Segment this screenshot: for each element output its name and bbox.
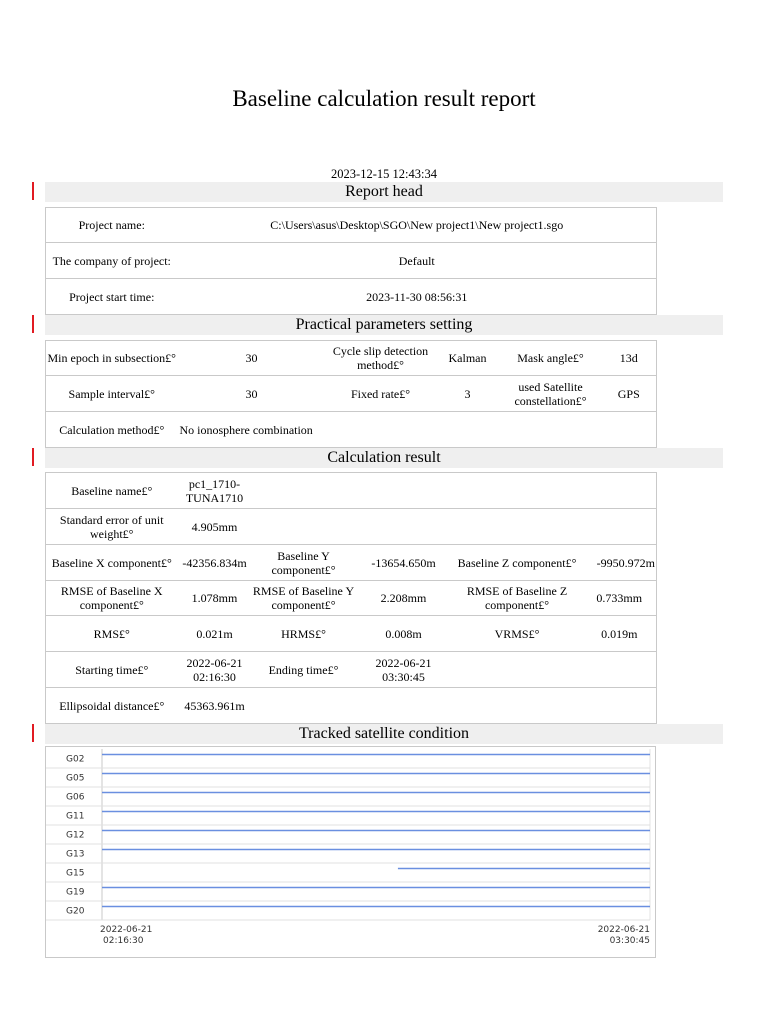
cell-label: Project start time:: [46, 279, 178, 315]
report-head-table: [45, 207, 657, 315]
cell-value: C:\Users\asus\Desktop\SGO\New project1\New project1.sgo: [178, 208, 657, 243]
satellite-label: G02: [66, 754, 85, 765]
cell-empty: [452, 652, 657, 688]
satellite-label: G15: [66, 868, 85, 879]
report-timestamp: 2023-12-15 12:43:34: [331, 167, 437, 181]
cell-value: 0.733mm: [583, 581, 657, 616]
cell-label: Baseline Y component£°: [252, 545, 356, 581]
cell-value: 0.008m: [356, 616, 452, 652]
cell-label: RMSE of Baseline Z component£°: [452, 581, 583, 616]
cell-label: RMS£°: [46, 616, 178, 652]
satellite-tracking-chart: [45, 746, 656, 958]
section-report-head: [45, 182, 723, 202]
satellite-label: G12: [66, 830, 85, 841]
section-marker: [32, 448, 34, 466]
satellite-label: G11: [66, 811, 85, 822]
calc-result-table: [45, 472, 657, 724]
satellite-chart-svg: [46, 747, 657, 959]
cell-label: Ellipsoidal distance£°: [46, 688, 178, 724]
cell-empty: [252, 688, 657, 724]
cell-label: Cycle slip detection method£°: [326, 341, 436, 376]
cell-value: 0.019m: [583, 616, 657, 652]
cell-value: 0.021m: [178, 616, 252, 652]
section-title: Practical parameters setting: [295, 316, 473, 333]
cell-value: 2.208mm: [356, 581, 452, 616]
cell-label: Fixed rate£°: [326, 376, 436, 412]
cell-value: 3: [436, 376, 500, 412]
cell-label: RMSE of Baseline Y component£°: [252, 581, 356, 616]
satellite-label: G05: [66, 773, 85, 784]
section-marker: [32, 724, 34, 742]
cell-value: 30: [178, 341, 326, 376]
cell-label: Min epoch in subsection£°: [46, 341, 178, 376]
cell-value: 2023-11-30 08:56:31: [178, 279, 657, 315]
satellite-label: G06: [66, 792, 85, 803]
cell-label: HRMS£°: [252, 616, 356, 652]
section-marker: [32, 315, 34, 333]
section-title: Tracked satellite condition: [298, 725, 470, 742]
section-title: Calculation result: [327, 449, 441, 466]
parameters-table: [45, 340, 657, 448]
cell-label: Ending time£°: [252, 652, 356, 688]
cell-label: Project name:: [46, 208, 178, 243]
cell-value: Default: [178, 243, 657, 279]
cell-label: Mask angle£°: [500, 341, 602, 376]
cell-empty: [252, 473, 657, 509]
cell-value: 13d: [602, 341, 657, 376]
satellite-label: G13: [66, 849, 85, 860]
cell-label: The company of project:: [46, 243, 178, 279]
cell-value: -9950.972m: [583, 545, 657, 581]
section-calc-result: [45, 448, 723, 468]
cell-value: pc1_1710-TUNA1710: [178, 473, 252, 509]
cell-value: 2022-06-21 03:30:45: [356, 652, 452, 688]
cell-label: Baseline X component£°: [46, 545, 178, 581]
cell-label: Baseline name£°: [46, 473, 178, 509]
cell-value: 45363.961m: [178, 688, 252, 724]
cell-empty: [252, 509, 657, 545]
cell-label: Baseline Z component£°: [452, 545, 583, 581]
section-marker: [32, 182, 34, 200]
cell-label: Sample interval£°: [46, 376, 178, 412]
end-date-label: 2022-06-21: [597, 925, 650, 935]
cell-label: used Satellite constellation£°: [500, 376, 602, 412]
cell-value: No ionosphere combination: [178, 412, 657, 448]
section-title: Report head: [345, 183, 423, 200]
cell-value: 2022-06-21 02:16:30: [178, 652, 252, 688]
section-tracked: [45, 724, 723, 744]
end-time-label: 03:30:45: [609, 936, 650, 946]
cell-label: RMSE of Baseline X component£°: [46, 581, 178, 616]
cell-value: 4.905mm: [178, 509, 252, 545]
cell-label: Starting time£°: [46, 652, 178, 688]
satellite-label: G19: [66, 887, 85, 898]
cell-value: -42356.834m: [178, 545, 252, 581]
start-date-label: 2022-06-21: [100, 925, 153, 935]
cell-value: 30: [178, 376, 326, 412]
report-title: Baseline calculation result report: [232, 86, 536, 111]
cell-label: Calculation method£°: [46, 412, 178, 448]
cell-value: Kalman: [436, 341, 500, 376]
cell-value: 1.078mm: [178, 581, 252, 616]
cell-label: Standard error of unit weight£°: [46, 509, 178, 545]
start-time-label: 02:16:30: [103, 936, 144, 946]
satellite-label: G20: [66, 906, 85, 917]
cell-value: GPS: [602, 376, 657, 412]
cell-value: -13654.650m: [356, 545, 452, 581]
section-parameters: [45, 315, 723, 335]
cell-label: VRMS£°: [452, 616, 583, 652]
